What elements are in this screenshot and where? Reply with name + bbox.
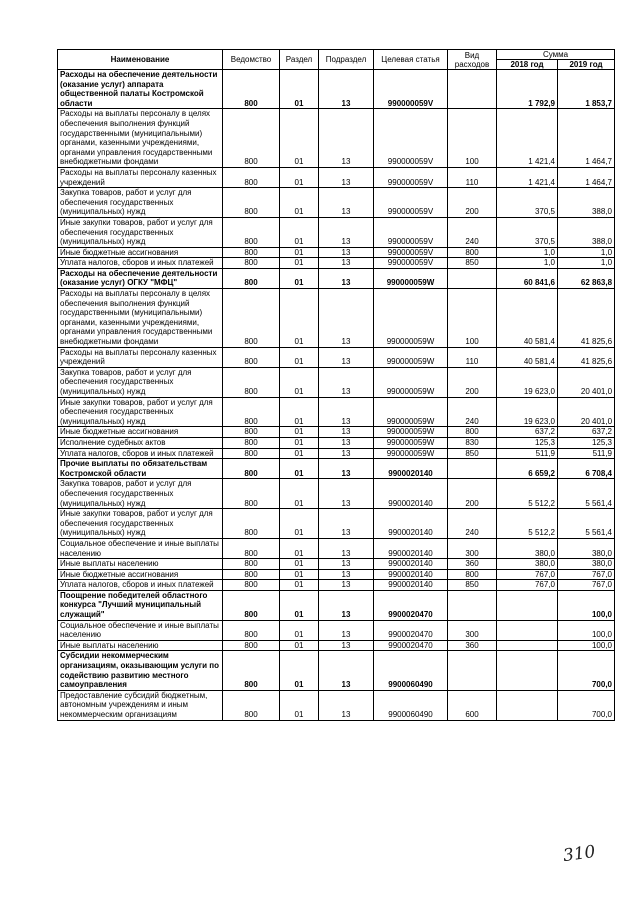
row-dept: 800 <box>223 258 280 269</box>
row-subsection: 13 <box>319 289 374 348</box>
row-subsection: 13 <box>319 247 374 258</box>
table-row <box>58 690 615 720</box>
row-value-2019: 380,0 <box>558 559 615 570</box>
row-section: 01 <box>280 289 319 348</box>
row-value-2018 <box>497 651 558 690</box>
row-dept: 800 <box>223 427 280 438</box>
row-value-2018: 380,0 <box>497 538 558 558</box>
row-dept: 800 <box>223 559 280 570</box>
row-value-2018 <box>497 690 558 720</box>
row-exptype: 800 <box>448 427 497 438</box>
row-value-2018: 767,0 <box>497 569 558 580</box>
row-exptype: 850 <box>448 258 497 269</box>
row-section: 01 <box>280 167 319 187</box>
row-value-2019: 100,0 <box>558 590 615 620</box>
row-section: 01 <box>280 690 319 720</box>
row-exptype: 850 <box>448 580 497 591</box>
row-section: 01 <box>280 448 319 459</box>
row-exptype: 240 <box>448 217 497 247</box>
row-value-2019: 62 863,8 <box>558 268 615 288</box>
row-subsection: 13 <box>319 268 374 288</box>
row-value-2019: 100,0 <box>558 640 615 651</box>
table-row <box>58 640 615 651</box>
row-value-2018: 1,0 <box>497 247 558 258</box>
row-value-2018: 19 623,0 <box>497 397 558 427</box>
row-name: Поощрение победителей областного конкурса "Лучший муниципальный служащий" <box>58 590 223 620</box>
row-name: Иные бюджетные ассигнования <box>58 247 223 258</box>
row-target: 9900060490 <box>374 690 448 720</box>
row-target: 9900020140 <box>374 580 448 591</box>
row-value-2019: 5 561,4 <box>558 479 615 509</box>
row-section: 01 <box>280 640 319 651</box>
row-exptype: 240 <box>448 397 497 427</box>
row-exptype: 200 <box>448 479 497 509</box>
table-row <box>58 569 615 580</box>
row-dept: 800 <box>223 569 280 580</box>
row-section: 01 <box>280 479 319 509</box>
row-value-2018 <box>497 620 558 640</box>
row-value-2019: 388,0 <box>558 217 615 247</box>
row-target: 9900020470 <box>374 640 448 651</box>
row-value-2018: 60 841,6 <box>497 268 558 288</box>
table-row <box>58 479 615 509</box>
row-value-2019: 1,0 <box>558 258 615 269</box>
row-target: 9900020470 <box>374 620 448 640</box>
row-target: 990000059W <box>374 367 448 397</box>
row-exptype <box>448 70 497 109</box>
row-exptype: 360 <box>448 559 497 570</box>
row-value-2019: 1 464,7 <box>558 109 615 168</box>
table-row <box>58 167 615 187</box>
row-value-2019: 767,0 <box>558 580 615 591</box>
row-subsection: 13 <box>319 258 374 269</box>
row-name: Расходы на обеспечение деятельности (оказание услуг) аппарата общественной палаты Костромской области <box>58 70 223 109</box>
row-value-2018 <box>497 640 558 651</box>
table-row <box>58 590 615 620</box>
row-name: Уплата налогов, сборов и иных платежей <box>58 580 223 591</box>
row-name: Иные бюджетные ассигнования <box>58 569 223 580</box>
table-row <box>58 289 615 348</box>
row-section: 01 <box>280 397 319 427</box>
row-exptype: 850 <box>448 448 497 459</box>
row-subsection: 13 <box>319 590 374 620</box>
row-exptype: 800 <box>448 247 497 258</box>
row-subsection: 13 <box>319 509 374 539</box>
row-value-2019: 6 708,4 <box>558 459 615 479</box>
table-row <box>58 459 615 479</box>
row-exptype: 100 <box>448 289 497 348</box>
row-name: Исполнение судебных актов <box>58 437 223 448</box>
row-name: Уплата налогов, сборов и иных платежей <box>58 258 223 269</box>
row-section: 01 <box>280 651 319 690</box>
row-value-2019: 5 561,4 <box>558 509 615 539</box>
row-dept: 800 <box>223 70 280 109</box>
header-exptype: Вид расходов <box>448 50 497 70</box>
row-section: 01 <box>280 258 319 269</box>
row-name: Закупка товаров, работ и услуг для обеспечения государственных (муниципальных) нужд <box>58 479 223 509</box>
row-name: Расходы на выплаты персоналу казенных учреждений <box>58 347 223 367</box>
row-section: 01 <box>280 590 319 620</box>
table-body <box>58 70 615 721</box>
row-name: Расходы на выплаты персоналу в целях обеспечения выполнения функций государственными (муниципальными) органами, казенными учреждениями, органами управления государственными внебюджетными фондами <box>58 289 223 348</box>
row-subsection: 13 <box>319 640 374 651</box>
budget-table <box>57 49 615 721</box>
row-name: Социальное обеспечение и иные выплаты населению <box>58 620 223 640</box>
row-section: 01 <box>280 509 319 539</box>
row-target: 990000059W <box>374 268 448 288</box>
row-subsection: 13 <box>319 397 374 427</box>
row-target: 9900020140 <box>374 459 448 479</box>
row-value-2019: 511,9 <box>558 448 615 459</box>
row-name: Расходы на выплаты персоналу казенных учреждений <box>58 167 223 187</box>
row-dept: 800 <box>223 448 280 459</box>
table-row <box>58 247 615 258</box>
row-name: Социальное обеспечение и иные выплаты населению <box>58 538 223 558</box>
row-section: 01 <box>280 559 319 570</box>
row-value-2019: 767,0 <box>558 569 615 580</box>
row-target: 990000059V <box>374 109 448 168</box>
row-exptype <box>448 268 497 288</box>
row-name: Закупка товаров, работ и услуг для обеспечения государственных (муниципальных) нужд <box>58 188 223 218</box>
table-row <box>58 258 615 269</box>
row-target: 9900020140 <box>374 538 448 558</box>
row-dept: 800 <box>223 367 280 397</box>
row-name: Иные закупки товаров, работ и услуг для обеспечения государственных (муниципальных) нужд <box>58 509 223 539</box>
table-row <box>58 109 615 168</box>
row-target: 990000059V <box>374 247 448 258</box>
row-target: 990000059W <box>374 347 448 367</box>
row-dept: 800 <box>223 347 280 367</box>
row-section: 01 <box>280 569 319 580</box>
row-exptype: 200 <box>448 188 497 218</box>
row-name: Иные выплаты населению <box>58 640 223 651</box>
row-exptype: 110 <box>448 347 497 367</box>
header-name: Наименование <box>58 50 223 70</box>
row-dept: 800 <box>223 109 280 168</box>
table-row <box>58 437 615 448</box>
row-name: Иные бюджетные ассигнования <box>58 427 223 438</box>
row-exptype: 100 <box>448 109 497 168</box>
row-value-2018: 1 421,4 <box>497 167 558 187</box>
row-value-2018: 1 421,4 <box>497 109 558 168</box>
row-dept: 800 <box>223 217 280 247</box>
row-value-2019: 700,0 <box>558 651 615 690</box>
row-section: 01 <box>280 459 319 479</box>
row-subsection: 13 <box>319 367 374 397</box>
table-row <box>58 427 615 438</box>
row-value-2019: 1 464,7 <box>558 167 615 187</box>
row-value-2018: 6 659,2 <box>497 459 558 479</box>
row-value-2019: 380,0 <box>558 538 615 558</box>
row-section: 01 <box>280 427 319 438</box>
row-dept: 800 <box>223 590 280 620</box>
row-value-2019: 41 825,6 <box>558 289 615 348</box>
row-target: 990000059V <box>374 188 448 218</box>
table-row <box>58 559 615 570</box>
row-subsection: 13 <box>319 70 374 109</box>
row-name: Уплата налогов, сборов и иных платежей <box>58 448 223 459</box>
row-value-2018: 40 581,4 <box>497 347 558 367</box>
row-section: 01 <box>280 109 319 168</box>
row-subsection: 13 <box>319 569 374 580</box>
row-section: 01 <box>280 247 319 258</box>
row-subsection: 13 <box>319 580 374 591</box>
row-section: 01 <box>280 268 319 288</box>
table-row <box>58 448 615 459</box>
row-value-2018: 511,9 <box>497 448 558 459</box>
row-section: 01 <box>280 538 319 558</box>
row-exptype <box>448 590 497 620</box>
table-row <box>58 70 615 109</box>
row-value-2018: 40 581,4 <box>497 289 558 348</box>
row-value-2018 <box>497 590 558 620</box>
row-value-2018: 767,0 <box>497 580 558 591</box>
row-value-2018: 1,0 <box>497 258 558 269</box>
row-dept: 800 <box>223 538 280 558</box>
row-exptype: 600 <box>448 690 497 720</box>
row-value-2019: 41 825,6 <box>558 347 615 367</box>
header-sum: Сумма <box>497 50 615 60</box>
row-target: 9900020140 <box>374 569 448 580</box>
table-row <box>58 397 615 427</box>
row-exptype: 360 <box>448 640 497 651</box>
table-row <box>58 268 615 288</box>
row-target: 990000059W <box>374 448 448 459</box>
table-row <box>58 509 615 539</box>
table-row <box>58 620 615 640</box>
header-target: Целевая статья <box>374 50 448 70</box>
row-dept: 800 <box>223 268 280 288</box>
row-exptype: 300 <box>448 620 497 640</box>
row-subsection: 13 <box>319 690 374 720</box>
row-target: 990000059W <box>374 437 448 448</box>
row-target: 990000059V <box>374 217 448 247</box>
row-exptype <box>448 651 497 690</box>
row-name: Прочие выплаты по обязательствам Костромской области <box>58 459 223 479</box>
row-subsection: 13 <box>319 427 374 438</box>
row-section: 01 <box>280 620 319 640</box>
row-exptype: 300 <box>448 538 497 558</box>
row-subsection: 13 <box>319 651 374 690</box>
row-dept: 800 <box>223 620 280 640</box>
row-value-2019: 1 853,7 <box>558 70 615 109</box>
row-section: 01 <box>280 347 319 367</box>
row-section: 01 <box>280 188 319 218</box>
row-subsection: 13 <box>319 188 374 218</box>
row-dept: 800 <box>223 289 280 348</box>
header-2019: 2019 год <box>558 60 615 70</box>
row-section: 01 <box>280 70 319 109</box>
row-subsection: 13 <box>319 109 374 168</box>
table-row <box>58 347 615 367</box>
row-exptype: 800 <box>448 569 497 580</box>
row-value-2019: 20 401,0 <box>558 367 615 397</box>
row-subsection: 13 <box>319 620 374 640</box>
row-name: Закупка товаров, работ и услуг для обеспечения государственных (муниципальных) нужд <box>58 367 223 397</box>
table-row <box>58 538 615 558</box>
row-dept: 800 <box>223 580 280 591</box>
row-value-2019: 637,2 <box>558 427 615 438</box>
row-value-2018: 380,0 <box>497 559 558 570</box>
row-target: 990000059W <box>374 289 448 348</box>
row-section: 01 <box>280 367 319 397</box>
row-section: 01 <box>280 217 319 247</box>
row-value-2018: 370,5 <box>497 217 558 247</box>
table-row <box>58 188 615 218</box>
row-name: Расходы на обеспечение деятельности (оказание услуг) ОГКУ "МФЦ" <box>58 268 223 288</box>
row-subsection: 13 <box>319 479 374 509</box>
row-name: Иные закупки товаров, работ и услуг для обеспечения государственных (муниципальных) нужд <box>58 397 223 427</box>
row-subsection: 13 <box>319 167 374 187</box>
row-dept: 800 <box>223 397 280 427</box>
row-target: 990000059W <box>374 427 448 438</box>
table-row <box>58 651 615 690</box>
row-dept: 800 <box>223 640 280 651</box>
row-dept: 800 <box>223 509 280 539</box>
row-value-2018: 637,2 <box>497 427 558 438</box>
row-subsection: 13 <box>319 559 374 570</box>
row-exptype: 200 <box>448 367 497 397</box>
row-exptype: 830 <box>448 437 497 448</box>
row-value-2018: 370,5 <box>497 188 558 218</box>
row-section: 01 <box>280 437 319 448</box>
row-subsection: 13 <box>319 347 374 367</box>
row-target: 9900020470 <box>374 590 448 620</box>
row-target: 990000059V <box>374 167 448 187</box>
table-row <box>58 580 615 591</box>
row-subsection: 13 <box>319 217 374 247</box>
row-value-2018: 19 623,0 <box>497 367 558 397</box>
row-dept: 800 <box>223 188 280 218</box>
row-dept: 800 <box>223 459 280 479</box>
row-target: 9900020140 <box>374 479 448 509</box>
row-dept: 800 <box>223 167 280 187</box>
header-2018: 2018 год <box>497 60 558 70</box>
row-subsection: 13 <box>319 437 374 448</box>
row-subsection: 13 <box>319 448 374 459</box>
row-value-2019: 125,3 <box>558 437 615 448</box>
row-value-2019: 388,0 <box>558 188 615 218</box>
row-target: 990000059W <box>374 397 448 427</box>
row-section: 01 <box>280 580 319 591</box>
row-subsection: 13 <box>319 538 374 558</box>
row-dept: 800 <box>223 437 280 448</box>
row-value-2019: 100,0 <box>558 620 615 640</box>
row-value-2018: 5 512,2 <box>497 509 558 539</box>
header-dept: Ведомство <box>223 50 280 70</box>
row-dept: 800 <box>223 651 280 690</box>
header-subsection: Подраздел <box>319 50 374 70</box>
row-exptype: 240 <box>448 509 497 539</box>
row-name: Иные закупки товаров, работ и услуг для обеспечения государственных (муниципальных) нужд <box>58 217 223 247</box>
row-target: 9900020140 <box>374 509 448 539</box>
row-value-2018: 1 792,9 <box>497 70 558 109</box>
row-name: Расходы на выплаты персоналу в целях обеспечения выполнения функций государственными (муниципальными) органами, казенными учреждениями, органами управления государственными внебюджетными фондами <box>58 109 223 168</box>
row-value-2019: 20 401,0 <box>558 397 615 427</box>
row-dept: 800 <box>223 690 280 720</box>
row-dept: 800 <box>223 247 280 258</box>
row-exptype <box>448 459 497 479</box>
header-section: Раздел <box>280 50 319 70</box>
row-value-2019: 700,0 <box>558 690 615 720</box>
row-target: 9900060490 <box>374 651 448 690</box>
row-value-2019: 1,0 <box>558 247 615 258</box>
row-name: Иные выплаты населению <box>58 559 223 570</box>
page-number: 310 <box>561 841 597 867</box>
row-subsection: 13 <box>319 459 374 479</box>
row-dept: 800 <box>223 479 280 509</box>
row-target: 9900020140 <box>374 559 448 570</box>
row-name: Предоставление субсидий бюджетным, автономным учреждениям и иным некоммерческим организациям <box>58 690 223 720</box>
row-name: Субсидии некоммерческим организациям, оказывающим услуги по содействию развитию местного самоуправления <box>58 651 223 690</box>
table-row <box>58 217 615 247</box>
row-exptype: 110 <box>448 167 497 187</box>
row-value-2018: 125,3 <box>497 437 558 448</box>
table-row <box>58 367 615 397</box>
row-target: 990000059V <box>374 258 448 269</box>
row-target: 990000059V <box>374 70 448 109</box>
row-value-2018: 5 512,2 <box>497 479 558 509</box>
